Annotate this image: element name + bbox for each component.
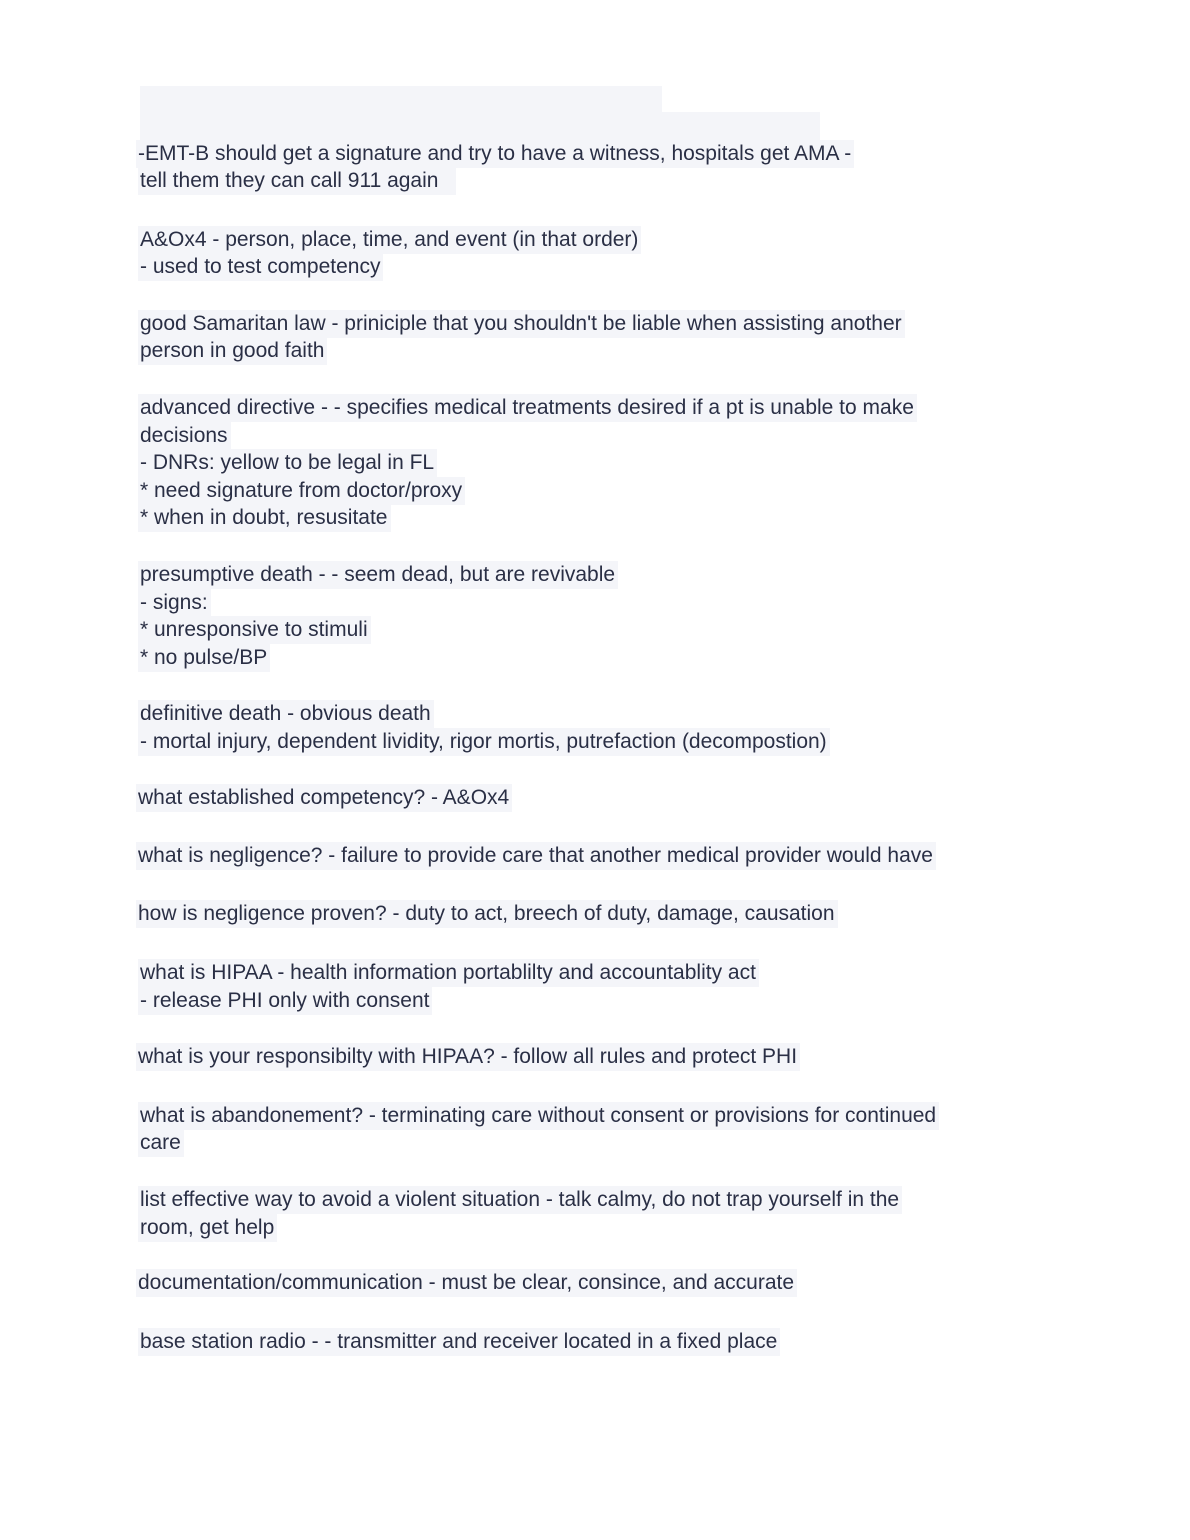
note-line: advanced directive - - specifies medical treatments desired if a pt is unable to make <box>138 394 917 422</box>
note-line: - signs: <box>138 589 211 617</box>
note-line: person in good faith <box>138 337 327 365</box>
note-line: * need signature from doctor/proxy <box>138 477 465 505</box>
note-line: what is HIPAA - health information portablilty and accountablity act <box>138 959 759 987</box>
note-line: tell them they can call 911 again <box>138 167 456 195</box>
note-line: room, get help <box>138 1214 277 1242</box>
empty-highlight-strip <box>140 86 662 114</box>
note-line: care <box>138 1129 184 1157</box>
note-line: how is negligence proven? - duty to act, breech of duty, damage, causation <box>136 900 838 928</box>
note-line: * no pulse/BP <box>138 644 270 672</box>
note-line: - DNRs: yellow to be legal in FL <box>138 449 437 477</box>
note-line: definitive death - obvious death <box>138 700 434 728</box>
note-line: * when in doubt, resusitate <box>138 504 391 532</box>
note-line: - mortal injury, dependent lividity, rigor mortis, putrefaction (decompostion) <box>138 728 830 756</box>
note-line: decisions <box>138 422 231 450</box>
note-line: what established competency? - A&Ox4 <box>136 784 512 812</box>
note-line: what is abandonement? - terminating care without consent or provisions for continued <box>138 1102 939 1130</box>
note-line: list effective way to avoid a violent situation - talk calmy, do not trap yourself in the <box>138 1186 902 1214</box>
note-line: * unresponsive to stimuli <box>138 616 371 644</box>
note-line: - release PHI only with consent <box>138 987 432 1015</box>
note-line: A&Ox4 - person, place, time, and event (in that order) <box>138 226 641 254</box>
note-line: good Samaritan law - priniciple that you shouldn't be liable when assisting another <box>138 310 905 338</box>
note-line: documentation/communication - must be clear, consince, and accurate <box>136 1269 797 1297</box>
note-line: what is negligence? - failure to provide care that another medical provider would have <box>136 842 936 870</box>
empty-highlight-strip <box>140 112 820 140</box>
note-line: -EMT-B should get a signature and try to have a witness, hospitals get AMA - <box>136 140 854 168</box>
note-line: base station radio - - transmitter and receiver located in a fixed place <box>138 1328 780 1356</box>
note-line: what is your responsibilty with HIPAA? - follow all rules and protect PHI <box>136 1043 800 1071</box>
note-line: presumptive death - - seem dead, but are revivable <box>138 561 618 589</box>
note-line: - used to test competency <box>138 253 383 281</box>
